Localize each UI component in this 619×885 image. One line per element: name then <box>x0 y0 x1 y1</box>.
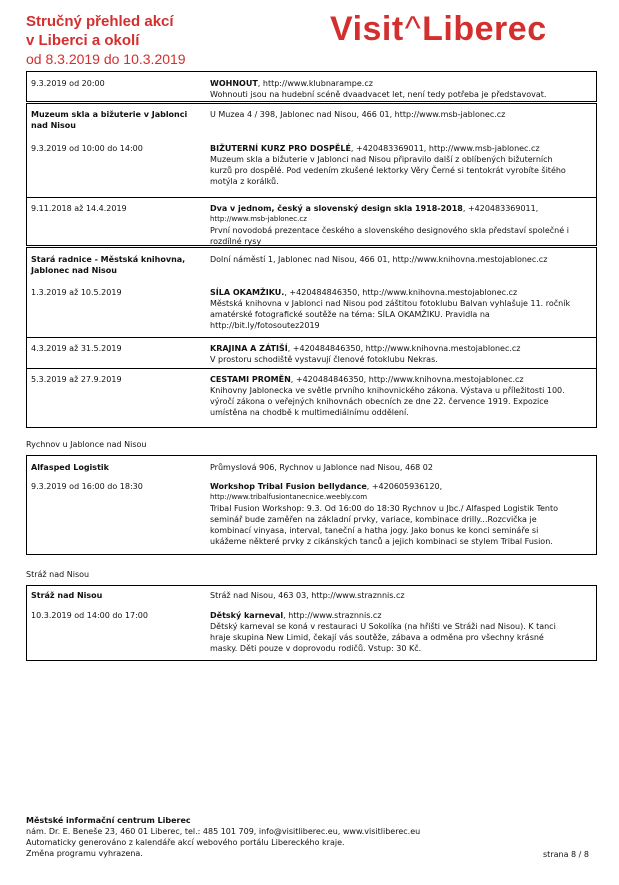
town-heading-rychnov: Rychnov u Jablonce nad Nisou <box>26 440 147 449</box>
event-info: Dětský karneval, http://www.straznnis.cz Dětský karneval se koná v restauraci U Sokolíka (na hřišti ve Stráži nad Nisou). K tanci hraje skupina New Limid, čekají vás soutěže, zábava a odměna pro všechny krásné masky. Děti pouze v doprovodu rodičů. Vstup: 30 Kč. <box>210 611 556 653</box>
venue-address: Stráž nad Nisou, 463 03, http://www.straznnis.cz <box>210 591 405 600</box>
venue-address: U Muzea 4 / 398, Jablonec nad Nisou, 466 01, http://www.msb-jablonec.cz <box>210 110 506 119</box>
event-date: 9.3.2019 od 10:00 do 14:00 <box>31 144 143 153</box>
event-title: BIŽUTERNÍ KURZ PRO DOSPĚLÉ <box>210 144 351 153</box>
event-block-wohnout <box>26 71 597 102</box>
event-date: 9.3.2019 od 16:00 do 18:30 <box>31 482 143 491</box>
venue-row <box>27 248 596 337</box>
event-contact[interactable]: , +420484846350, http://www.knihovna.mestojablonec.cz <box>287 344 521 353</box>
venue-block-muzeum-skla <box>26 103 597 246</box>
venue-name: Alfasped Logistik <box>31 463 109 472</box>
event-url[interactable]: http://www.msb-jablonec.cz <box>210 215 307 223</box>
venue-block-straz <box>26 585 597 661</box>
event-title: Workshop Tribal Fusion bellydance <box>210 482 367 491</box>
visitliberec-logo: Visit^Liberec <box>330 10 547 48</box>
town-heading-straz: Stráž nad Nisou <box>26 570 90 579</box>
event-contact[interactable]: , +420605936120, <box>366 482 443 491</box>
event-contact[interactable]: , +420484846350, http://www.knihovna.mestojablonec.cz <box>290 375 524 384</box>
event-info <box>210 78 592 100</box>
event-date: 5.3.2019 až 27.9.2019 <box>31 375 122 384</box>
event-contact[interactable]: , +420484846350, http://www.knihovna.mestojablonec.cz <box>284 288 518 297</box>
footer-auto-note: Automaticky generováno z kalendáře akcí webového portálu Libereckého kraje. <box>26 838 345 847</box>
event-url[interactable]: http://www.tribalfusiontanecnice.weebly.com <box>210 493 368 501</box>
event-row <box>27 368 596 427</box>
footer-org: Městské informační centrum Liberec <box>26 816 191 825</box>
footer-address: nám. Dr. E. Beneše 23, 460 01 Liberec, tel.: 485 101 709, info@visitliberec.eu, www.visitliberec.eu <box>26 827 421 836</box>
event-date: 1.3.2019 až 10.5.2019 <box>31 288 122 297</box>
venue-block-stara-radnice <box>26 247 597 428</box>
event-title: CESTAMI PROMĚN <box>210 375 291 384</box>
event-contact[interactable]: , +420483369011, <box>462 204 539 213</box>
venue-row <box>27 456 596 554</box>
event-title: SÍLA OKAMŽIKU. <box>210 288 285 297</box>
venue-name: Muzeum skla a bižuterie v Jablonci nad Nisou <box>31 110 188 130</box>
event-date: 10.3.2019 od 14:00 do 17:00 <box>31 611 148 620</box>
event-row <box>27 197 596 245</box>
event-date: 9.11.2018 až 14.4.2019 <box>31 204 127 213</box>
event-title: Dětský karneval <box>210 611 284 620</box>
event-title: WOHNOUT <box>210 79 258 88</box>
event-info: SÍLA OKAMŽIKU., +420484846350, http://www.knihovna.mestojablonec.cz Městská knihovna v Jablonci nad Nisou pod záštitou fotoklubu Balvan vyhlašuje 11. ročník amatérské fotografické soutěže na téma: SÍLA OKAMŽIKU. Pravidla na http://bit.ly/fotosoutez2019 <box>210 287 592 331</box>
footer <box>26 815 420 859</box>
venue-row <box>27 104 596 197</box>
event-info: BIŽUTERNÍ KURZ PRO DOSPĚLÉ, +420483369011, http://www.msb-jablonec.cz Muzeum skla a bižuterie v Jablonci nad Nisou připravilo další z oblíbených bižuterních kurzů pro dospělé. Pod vedením zkušené lektorky Věry Černé si tentokrát vyrobíte šitého motýla z korálků. <box>210 144 566 186</box>
event-title: KRAJINA A ZÁTIŠÍ <box>210 344 288 353</box>
venue-name: Stráž nad Nisou <box>31 591 103 600</box>
venue-address: Průmyslová 906, Rychnov u Jablonce nad Nisou, 468 02 <box>210 463 433 472</box>
logo-caret-icon: ^ <box>404 10 422 48</box>
event-info: Workshop Tribal Fusion bellydance, +420605936120, http://www.tribalfusiontanecnice.weebly.com Tribal Fusion Workshop: 9.3. Od 16:00 do 18:30 Rychnov u Jbc./ Alfasped Logistik Tento seminář bude zaměřen na základní prvky, variace, kombinace drilly...Rozcvička je kombinací vinyasa, interval, taneční a hatha jogy. Jako bonus ke konci semináře si ukážeme některé prvky z cikánských tanců a jejich kombinaci se stylem Tribal Fusion. <box>210 481 592 547</box>
event-date: 4.3.2019 až 31.5.2019 <box>31 344 122 353</box>
event-description: Wohnouti jsou na hudební scéně dvaadvacet let, není tedy potřeba je představovat. <box>210 90 547 99</box>
event-info: KRAJINA A ZÁTIŠÍ, +420484846350, http://www.knihovna.mestojablonec.cz V prostoru schodiště vystavují členové fotoklubu Nekras. <box>210 344 521 364</box>
venue-block-alfasped <box>26 455 597 555</box>
event-url[interactable]: , http://www.klubnarampe.cz <box>257 79 373 88</box>
page-number: strana 8 / 8 <box>543 850 589 859</box>
venue-name: Stará radnice - Městská knihovna, Jablonec nad Nisou <box>31 255 186 275</box>
event-info: Dva v jednom, český a slovenský design skla 1918-2018, +420483369011, http://www.msb-jablonec.cz První novodobá prezentace českého a slovenského designového skla představí společné i rozdílné rysy <box>210 203 592 247</box>
event-contact[interactable]: , +420483369011, http://www.msb-jablonec.cz <box>350 144 540 153</box>
event-date: 9.3.2019 od 20:00 <box>31 79 105 88</box>
venue-row <box>27 586 596 660</box>
event-row <box>27 337 596 368</box>
event-title: Dva v jednom, český a slovenský design skla 1918-2018 <box>210 204 463 213</box>
venue-address: Dolní náměstí 1, Jablonec nad Nisou, 466 01, http://www.knihovna.mestojablonec.cz <box>210 255 548 264</box>
date-range: od 8.3.2019 do 10.3.2019 <box>26 51 186 67</box>
footer-change-note: Změna programu vyhrazena. <box>26 849 143 858</box>
page-title <box>26 12 174 50</box>
event-row <box>27 72 596 101</box>
event-link[interactable]: http://bit.ly/fotosoutez2019 <box>210 321 320 330</box>
title-line-2: v Liberci a okolí <box>26 32 140 49</box>
event-url[interactable]: , http://www.straznnis.cz <box>283 611 382 620</box>
event-info: CESTAMI PROMĚN, +420484846350, http://www.knihovna.mestojablonec.cz Knihovny Jablonecka ve světle prvního knihovnického zákona. Výstava u příležitosti 100. výročí zákona o veřejných knihovnách obecních ze dne 22. července 1919. Expozice umístěna na chodbě k multimediálnímu oddělení. <box>210 375 565 417</box>
title-line-1: Stručný přehled akcí <box>26 13 174 30</box>
